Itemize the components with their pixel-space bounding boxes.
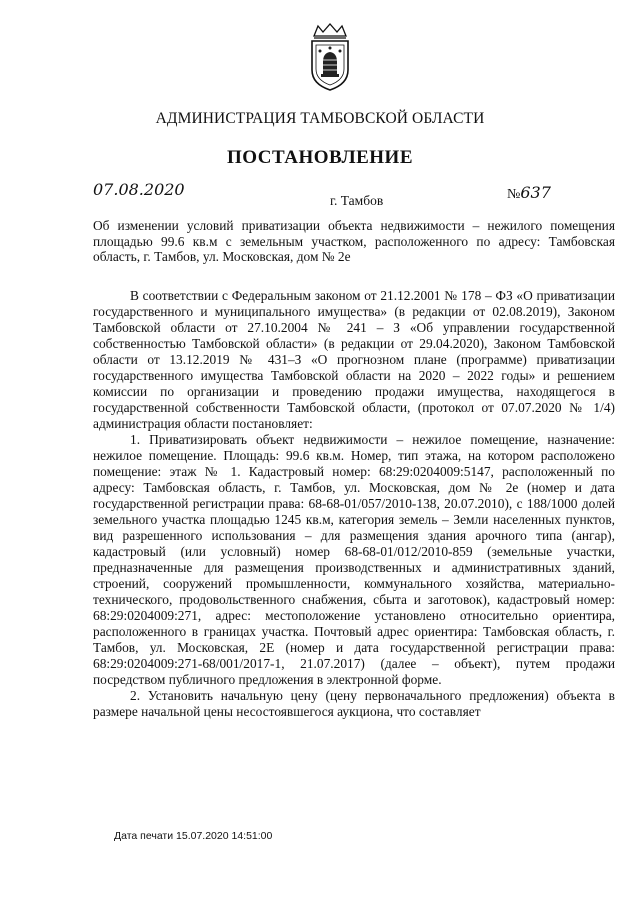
- document-body: [93, 288, 615, 720]
- organization-title: АДМИНИСТРАЦИЯ ТАМБОВСКОЙ ОБЛАСТИ: [155, 110, 485, 127]
- paragraph-preamble: В соответствии с Федеральным законом от 21.12.2001 № 178 – ФЗ «О приватизации государственного и муниципального имущества» (в редакции от 02.08.2019), Законом Тамбовской области от 27.10.2004 № 241 – З «Об управлении государственной собственностью Тамбовской области» (в редакции от 29.04.2020), Законом Тамбовской области от 13.12.2019 № 431–З «О прогнозном плане (программе) приватизации государственного имущества Тамбовской области на 2020 – 2022 годы» и решением комиссии по организации и проведению продажи имущества, находящегося в государственной собственности Тамбовской области, (протокол от 07.07.2020 № 1/4) администрация области постановляет:: [93, 288, 615, 431]
- paragraph-item-2: 2. Установить начальную цену (цену первоначального предложения) объекта в размере начальной цены несостоявшегося аукциона, что составляет: [93, 688, 615, 719]
- number-value: 637: [520, 183, 551, 202]
- document-number: [507, 183, 551, 203]
- document-city: г. Тамбов: [330, 193, 384, 208]
- document-date: 07.08.2020: [93, 180, 185, 199]
- coat-of-arms-icon: [300, 22, 360, 92]
- paragraph-item-1: 1. Приватизировать объект недвижимости – нежилое помещение, назначение: нежилое помещение. Площадь: 99.6 кв.м. Номер, тип этажа, на котором расположено помещение: этаж № 1. Кадастровый номер: 68:29:0204009:5147, расположенный по адресу: Тамбовская область, г. Тамбов, ул. Московская, дом № 2е (номер и дата государственной регистрации права: 68-68-01/057/2010-138, 20.07.2010), с 188/1000 долей земельного участка площадью 1245 кв.м, категория земель – Земли населенных пунктов, вид разрешенного использования – для размещения здания арочного типа (ангар), кадастровый (или условный) номер 68-68-01/012/2010-859 (земельные участки, предназначенные для размещения производственных и административных зданий, строений, сооружений промышленности, коммунального хозяйства, материально-технического, продовольственного снабжения, сбыта и заготовок), кадастровый номер: 68:29:0204009:271, адрес: местоположение установлено относительно ориентира, расположенного в границах участка. Почтовый адрес ориентира: Тамбовская область, г. Тамбов, ул. Московская, 2Е (номер и дата государственной регистрации права: 68:29:0204009:271-68/001/2017-1, 21.07.2017) (далее – объект), путем продажи посредством публичного предложения в электронной форме.: [93, 432, 615, 687]
- document-type-title: ПОСТАНОВЛЕНИЕ: [226, 147, 414, 168]
- print-date-footer: Дата печати 15.07.2020 14:51:00: [114, 830, 273, 842]
- number-prefix: №: [507, 187, 521, 202]
- document-subject: Об изменении условий приватизации объекта недвижимости – нежилого помещения площадью 99.6 кв.м с земельным участком, расположенного по адресу: Тамбовская область, г. Тамбов, ул. Московская, дом № 2е: [93, 218, 615, 265]
